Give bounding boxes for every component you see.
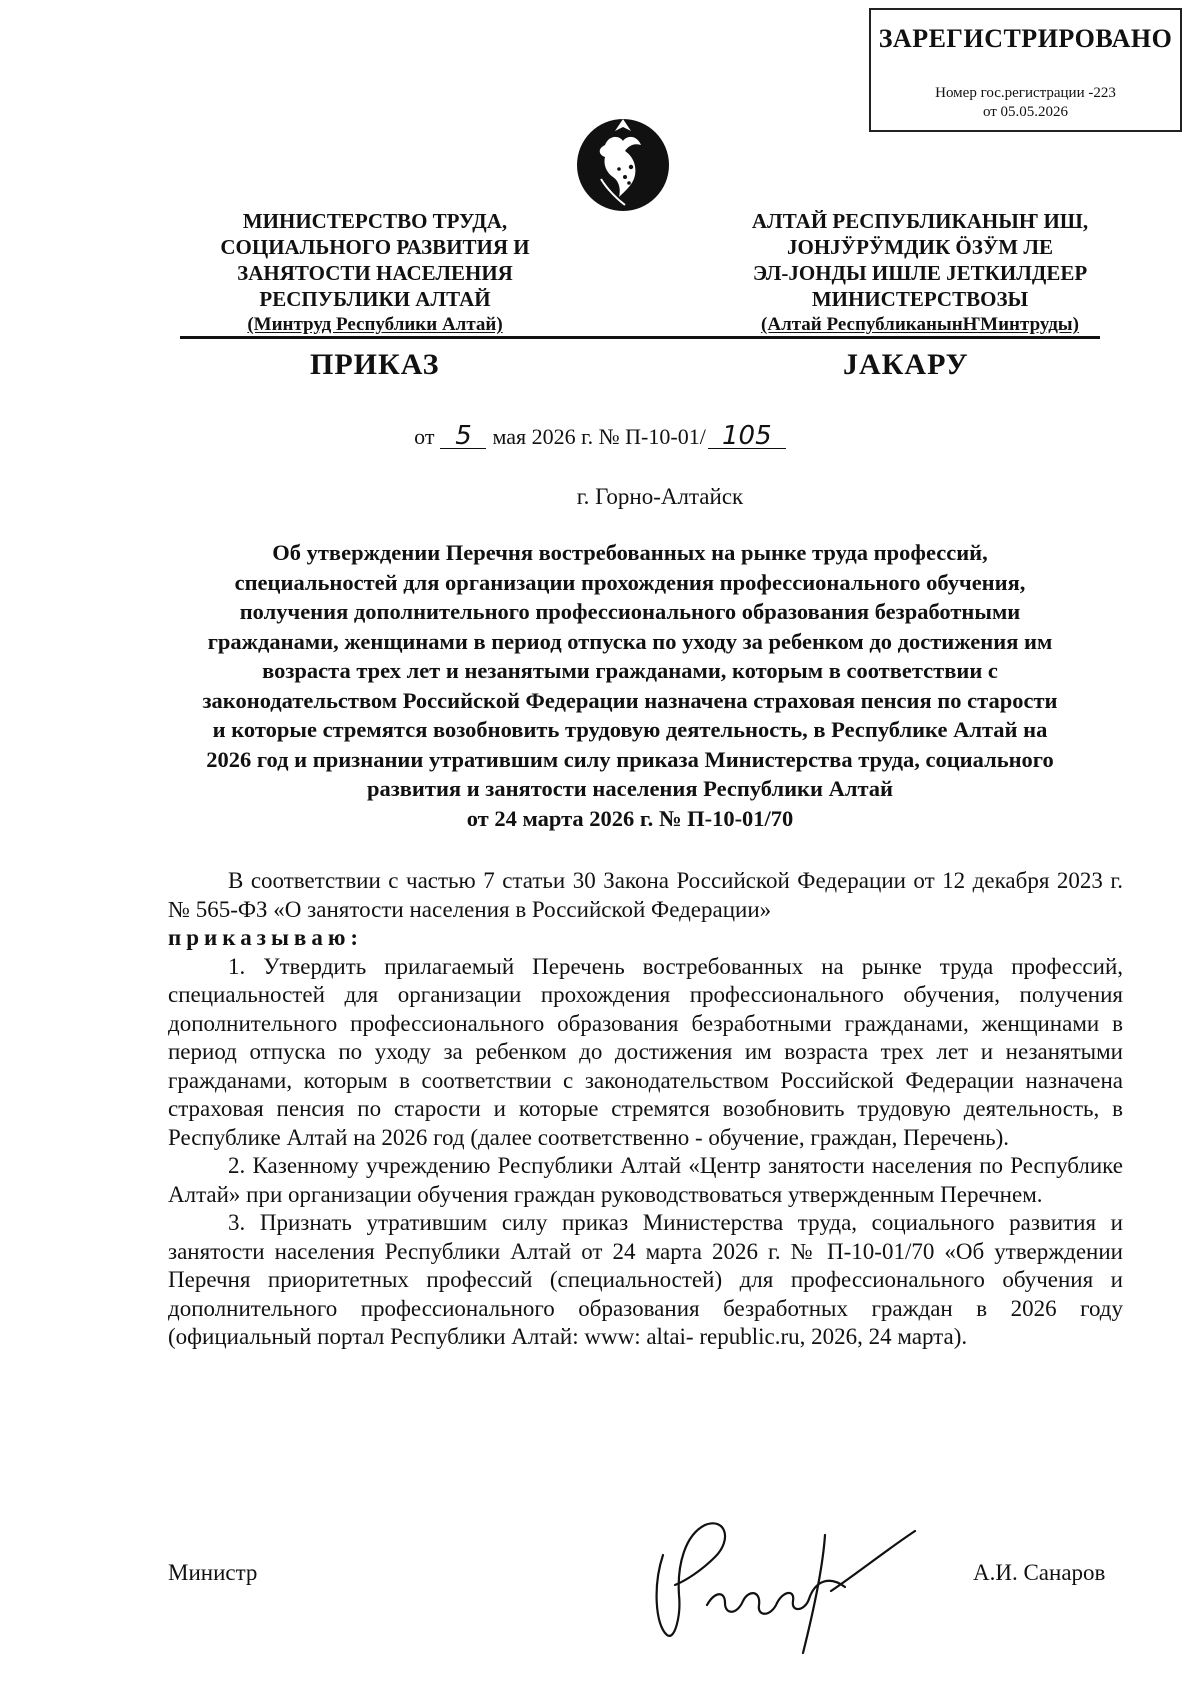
org-name-line: ЈОНЈӰРӰМДИК ӦЗӰМ ЛЕ	[787, 235, 1053, 259]
handwritten-day: 5	[440, 424, 486, 449]
title-line: развития и занятости населения Республики Алтай	[366, 776, 894, 801]
org-abbreviation: (Алтай РеспубликанынҤМинтруды)	[761, 314, 1079, 335]
registration-stamp	[869, 8, 1182, 132]
title-line: возраста трех лет и незанятыми гражданами, которым в соответствии с	[262, 658, 998, 683]
registration-number: Номер гос.регистрации -223	[935, 85, 1116, 101]
org-name-line: АЛТАЙ РЕСПУБЛИКАНЫҤ ИШ,	[751, 209, 1089, 233]
handwritten-signature-icon	[645, 1495, 935, 1655]
order-item-2: 2. Казенному учреждению Республики Алтай «Центр занятости населения по Республике Алтай» при организации обучения граждан руководствоваться утвержденным Перечнем.	[168, 1153, 1123, 1207]
org-name-line: МИНИСТЕРСТВО ТРУДА,	[242, 209, 508, 233]
signatory-position: Министр	[168, 1560, 258, 1585]
doc-type-russian: ПРИКАЗ	[310, 348, 440, 381]
org-name-line: ЗАНЯТОСТИ НАСЕЛЕНИЯ	[237, 261, 513, 285]
date-month-year-number: мая 2026 г. № П-10-01/	[492, 424, 706, 449]
decree-word: приказываю:	[168, 925, 364, 950]
title-line: специальностей для организации прохождения профессионального обучения,	[234, 569, 1026, 595]
document-title	[160, 538, 1100, 833]
title-line: 2026 год и признании утратившим силу приказа Министерства труда, социального	[206, 746, 1054, 772]
org-name-altai	[700, 208, 1140, 338]
coat-of-arms-emblem-icon	[575, 105, 671, 217]
preamble-paragraph: В соответствии с частью 7 статьи 30 Закона Российской Федерации от 12 декабря 2023 г. № 565-ФЗ «О занятости населения в Российской Федерации»	[168, 868, 1123, 922]
org-abbreviation: (Минтруд Республики Алтай)	[247, 314, 503, 335]
header-divider	[180, 336, 1100, 339]
signatory-name: А.И. Санаров	[973, 1560, 1106, 1585]
order-item-1: 1. Утвердить прилагаемый Перечень востребованных на рынке труда профессий, специальностей для организации прохождения профессионального обучения, получения дополнительного профессионального образования безработными гражданами, женщинами в период отпуска по уходу за ребенком до достижения им возраста трех лет и незанятыми гражданами, которым в соответствии с законодательством Российской Федерации назначена страховая пенсия по старости и которые стремятся возобновить трудовую деятельность, в Республике Алтай на 2026 год (далее соответственно - обучение, граждан, Перечень).	[168, 953, 1123, 1150]
registration-stamp-title: ЗАРЕГИСТРИРОВАНО	[878, 24, 1173, 53]
decree-paragraph	[168, 924, 1123, 953]
title-line: и которые стремятся возобновить трудовую деятельность, в Республике Алтай на	[212, 717, 1048, 742]
document-body	[168, 867, 1123, 1352]
handwritten-order-number: 105	[708, 424, 786, 449]
order-date-number	[0, 421, 1200, 451]
org-name-line: РЕСПУБЛИКИ АЛТАЙ	[259, 287, 491, 311]
org-name-russian	[180, 208, 570, 338]
title-line: получения дополнительного профессионального образования безработными	[239, 599, 1021, 624]
date-prefix: от	[414, 424, 435, 449]
city: г. Горно-Алтайск	[576, 484, 744, 509]
org-name-line: СОЦИАЛЬНОГО РАЗВИТИЯ И	[220, 235, 530, 259]
title-line: Об утверждении Перечня востребованных на рынке труда профессий,	[272, 540, 988, 565]
order-item-3: 3. Признать утратившим силу приказ Министерства труда, социального развития и занятости населения Республики Алтай от 24 марта 2026 г. № П-10-01/70 «Об утверждении Перечня приоритетных профессий (специальностей) для профессионального обучения и дополнительного профессионального образования безработных граждан в 2026 году (официальный портал Республики Алтай: www: altai- republic.ru, 2026, 24 марта).	[168, 1210, 1123, 1349]
title-line: законодательством Российской Федерации назначена страховая пенсия по старости	[202, 687, 1058, 713]
title-line: гражданами, женщинами в период отпуска по уходу за ребенком до достижения им	[207, 628, 1053, 654]
title-line: от 24 марта 2026 г. № П-10-01/70	[466, 805, 794, 831]
org-name-line: МИНИСТЕРСТВОЗЫ	[811, 287, 1029, 311]
registration-date: от 05.05.2026	[982, 104, 1069, 120]
org-name-line: ЭЛ-ЈОНДЫ ИШЛЕ ЈЕТКИЛДЕЕР	[752, 261, 1088, 285]
doc-type-altai: ЈАКАРУ	[843, 348, 969, 381]
